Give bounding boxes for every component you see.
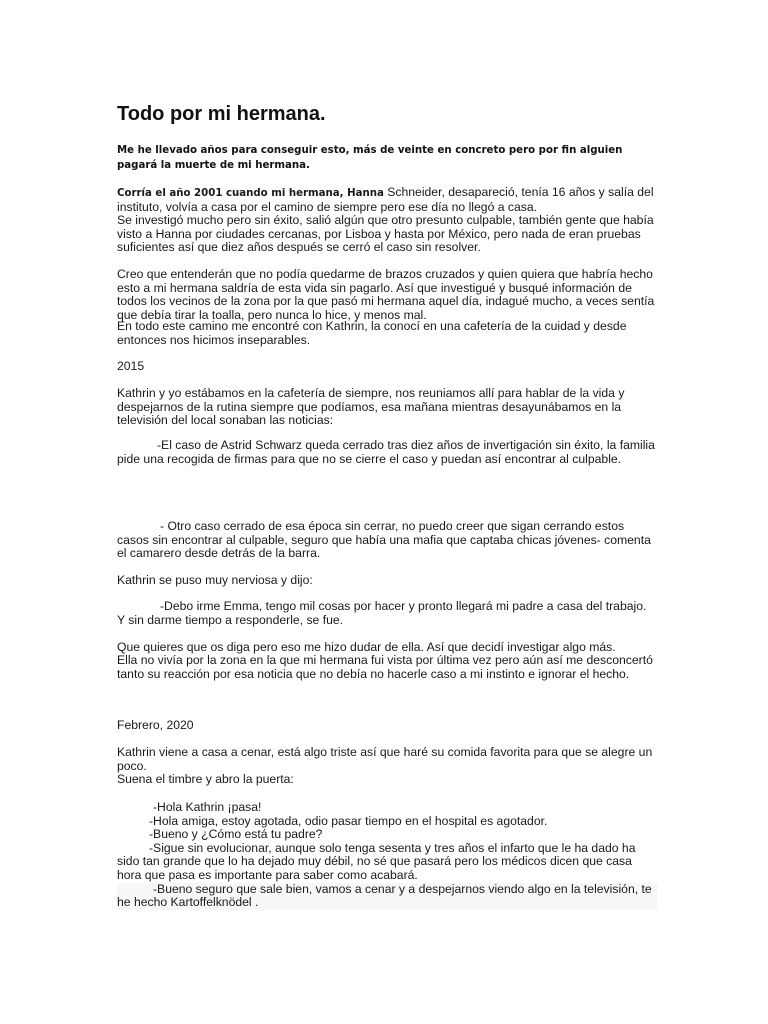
dialogue-line-1: -Hola Kathrin ¡pasa! [153,800,262,814]
paragraph-12: Kathrin viene a casa a cenar, está algo triste así que haré su comida favorita para que se alegre un poco. [117,745,653,773]
paragraph-4: En todo este camino me encontré con Kathrin, la conocí en una cafetería de la cuidad y desde entonces nos hicimos inseparables. [117,319,627,347]
paragraph-3: Creo que entenderán que no podía quedarme de brazos cruzados y quien quiera que habría hecho esto a mi hermana saldría de esta vida sin pagarlo. Así que investigué y busqué información de todos los vecinos de la zona por la que pasó mi hermana aquel día, indagué mucho, a veces sentía que debía tirar la toalla, pero nunca lo hice, y menos mal. [117,267,655,322]
dialogue-block [117,801,657,910]
date-heading-2020: Febrero, 2020 [117,718,194,732]
paragraph-1-lead: Corría el año 2001 cuando mi hermana, Hanna [117,188,384,199]
paragraph-10: Que quieres que os diga pero eso me hizo dudar de ella. Así que decidí investigar algo más. [117,640,616,654]
dialogue-line-4-text: -Sigue sin evolucionar, aunque solo tenga sesenta y tres años el infarto que le ha dado ha sido tan grande que lo ha dejado muy débil, no sé que pasará pero los médicos dicen que casa hora que pasa es importante para saber como acabará. [117,840,636,882]
paragraph-11: Ella no vivía por la zona en la que mi hermana fui vista por última vez pero aún así me desconcertó tanto su reacción por esa noticia que no debía no hacerle caso a mi instinto e ignorar el hecho. [117,653,653,681]
paragraph-9: -Debo irme Emma, tengo mil cosas por hacer y pronto llegará mi padre a casa del trabajo. Y sin darme tiempo a responderle, se fue. [117,599,647,627]
paragraph-7: - Otro caso cerrado de esa época sin cerrar, no puedo creer que sigan cerrando estos casos sin encontrar al culpable, seguro que había una mafia que captaba chicas jóvenes- comenta el camarero desde detrás de la barra. [117,519,651,561]
dialogue-line-5-text: -Bueno seguro que sale bien, vamos a cenar y a despejarnos viendo algo en la televisión, te he hecho Kartoffelknödel . [117,881,652,910]
paragraph-5: Kathrin y yo estábamos en la cafetería de siempre, nos reuniamos allí para hablar de la vida y despejarnos de la rutina siempre que podíamos, esa mañana mientras desayunábamos en la televisión del local sonaban las noticias: [117,386,625,428]
dialogue-line-2: -Hola amiga, estoy agotada, odio pasar tiempo en el hospital es agotador. [149,813,548,828]
news-quote-text: -El caso de Astrid Schwarz queda cerrado tras diez años de invertigación sin éxito, la familia pide una recogida de firmas para que no se cierre el caso y puedan así encontrar al culpable. [117,438,655,466]
paragraph-2: Se investigó mucho pero sin éxito, salió algún que otro presunto culpable, también gente que había visto a Hanna por ciudades cercanas, por Lisboa y hasta por México, pero nada de eran pruebas suficientes así que diez años después se cerró el caso sin resolver. [117,213,654,255]
document-title: Todo por mi hermana. [117,103,326,125]
paragraph-8: Kathrin se puso muy nerviosa y dijo: [117,573,313,587]
dialogue-line-3: -Bueno y ¿Cómo está tu padre? [149,827,323,842]
news-quote [117,439,657,466]
paragraph-1 [117,186,657,214]
date-heading-2015: 2015 [117,359,145,373]
paragraph-13: Suena el timbre y abro la puerta: [117,772,294,786]
paragraph-1-rest: Schneider, desapareció, tenía 16 años y salía del instituto, volvía a casa por el camino de siempre pero ese día no llegó a casa. [117,185,654,214]
intro-paragraph: Me he llevado años para conseguir esto, más de veinte en concreto pero por fin alguien pagará la muerte de mi hermana. [117,145,623,171]
dialogue-line-4 [117,842,657,883]
dialogue-line-5 [117,883,657,910]
